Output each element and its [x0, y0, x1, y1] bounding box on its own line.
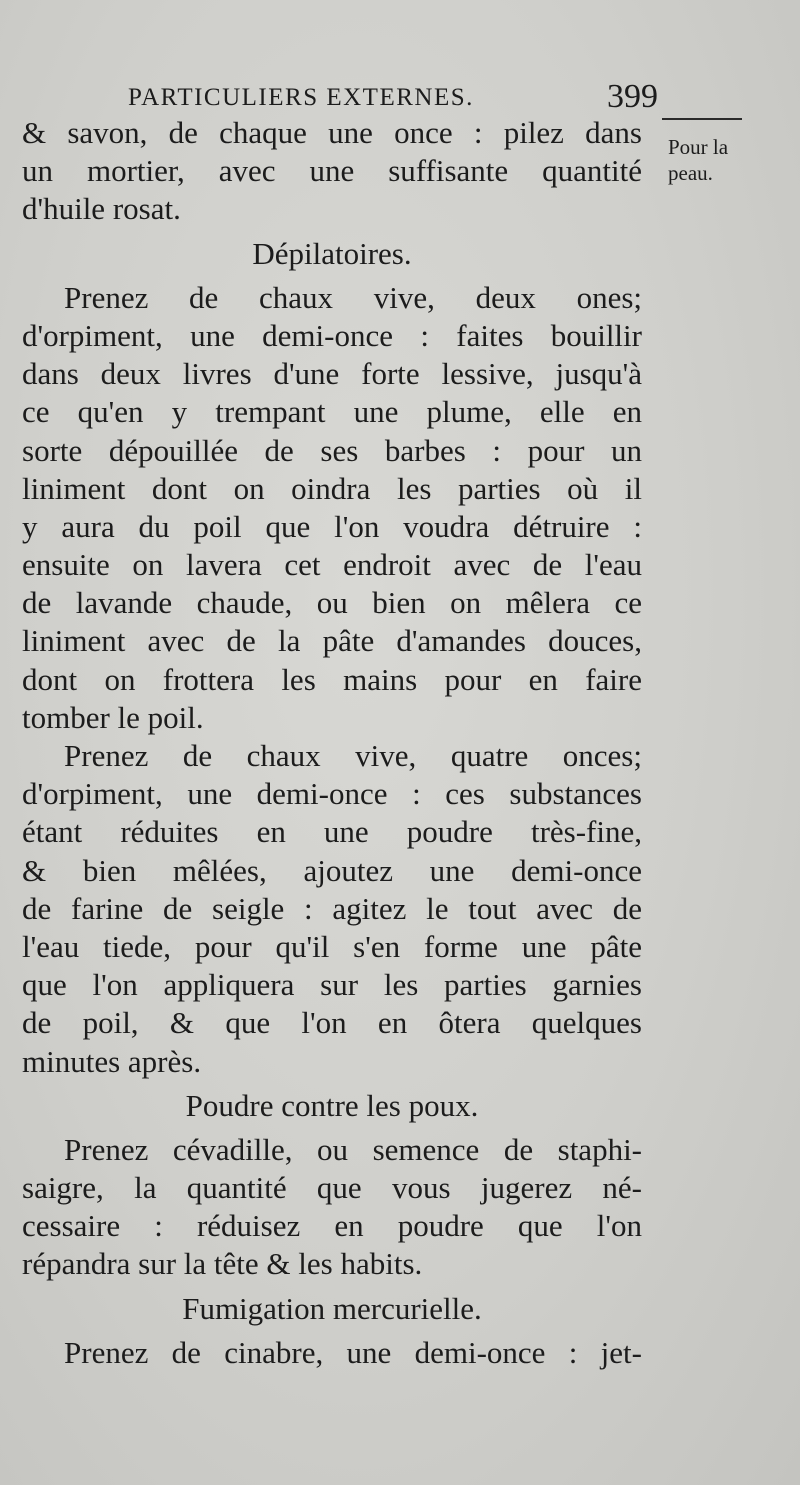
text-line: & bien mêlées, ajoutez une demi-once — [22, 852, 642, 888]
text-line: & savon, de chaque une once : pilez dans — [22, 115, 642, 150]
text-line: Prenez de cinabre, une demi-once : jet- — [64, 1334, 642, 1370]
margin-rule — [662, 118, 742, 120]
running-head: PARTICULIERS EXTERNES. — [128, 84, 474, 111]
text-line: d'orpiment, une demi-once : faites bouillir — [22, 317, 642, 353]
margin-note-line: peau. — [668, 161, 713, 185]
text-line: liniment avec de la pâte d'amandes douces, — [22, 623, 642, 659]
text-line: Prenez de chaux vive, quatre onces; — [64, 738, 642, 773]
text-line: étant réduites en une poudre très-fine, — [22, 814, 642, 850]
section-heading: Fumigation mercurielle. — [182, 1290, 482, 1326]
text-line: cessaire : réduisez en poudre que l'on — [22, 1208, 642, 1244]
text-line: dont on frottera les mains pour en faire — [22, 661, 642, 697]
text-line: tomber le poil. — [22, 699, 204, 735]
text-line: de farine de seigle : agitez le tout avec de — [22, 890, 642, 926]
margin-note — [668, 134, 748, 186]
text-line: y aura du poil que l'on voudra détruire : — [22, 508, 642, 544]
text-line: répandra sur la tête & les habits. — [22, 1246, 423, 1282]
text-line: un mortier, avec une suffisante quantité — [22, 153, 642, 189]
text-line: minutes après. — [22, 1043, 202, 1079]
section-heading: Poudre contre les poux. — [185, 1087, 479, 1123]
text-line: ensuite on lavera cet endroit avec de l'eau — [22, 547, 642, 583]
text-line: l'eau tiede, pour qu'il s'en forme une pâte — [22, 928, 642, 964]
text-line: Prenez cévadille, ou semence de staphi- — [64, 1131, 642, 1167]
text-line: Prenez de chaux vive, deux ones; — [64, 279, 642, 315]
text-line: d'huile rosat. — [22, 191, 181, 227]
text-line: de lavande chaude, ou bien on mêlera ce — [22, 585, 642, 621]
page-number: 399 — [607, 78, 658, 115]
section-heading: Dépilatoires. — [252, 235, 412, 271]
page-header — [128, 78, 658, 118]
text-line: d'orpiment, une demi-once : ces substances — [22, 776, 642, 812]
text-line: saigre, la quantité que vous jugerez né- — [22, 1170, 642, 1206]
text-line: dans deux livres d'une forte lessive, jusqu'à — [22, 356, 642, 392]
text-line: sorte dépouillée de ses barbes : pour un — [22, 432, 642, 468]
text-line: ce qu'en y trempant une plume, elle en — [22, 394, 642, 430]
text-line: liniment dont on oindra les parties où il — [22, 470, 642, 506]
text-line: de poil, & que l'on en ôtera quelques — [22, 1005, 642, 1041]
text-line: que l'on appliquera sur les parties garnies — [22, 967, 642, 1003]
margin-note-line: Pour la — [668, 135, 729, 159]
body-text — [22, 114, 642, 1372]
